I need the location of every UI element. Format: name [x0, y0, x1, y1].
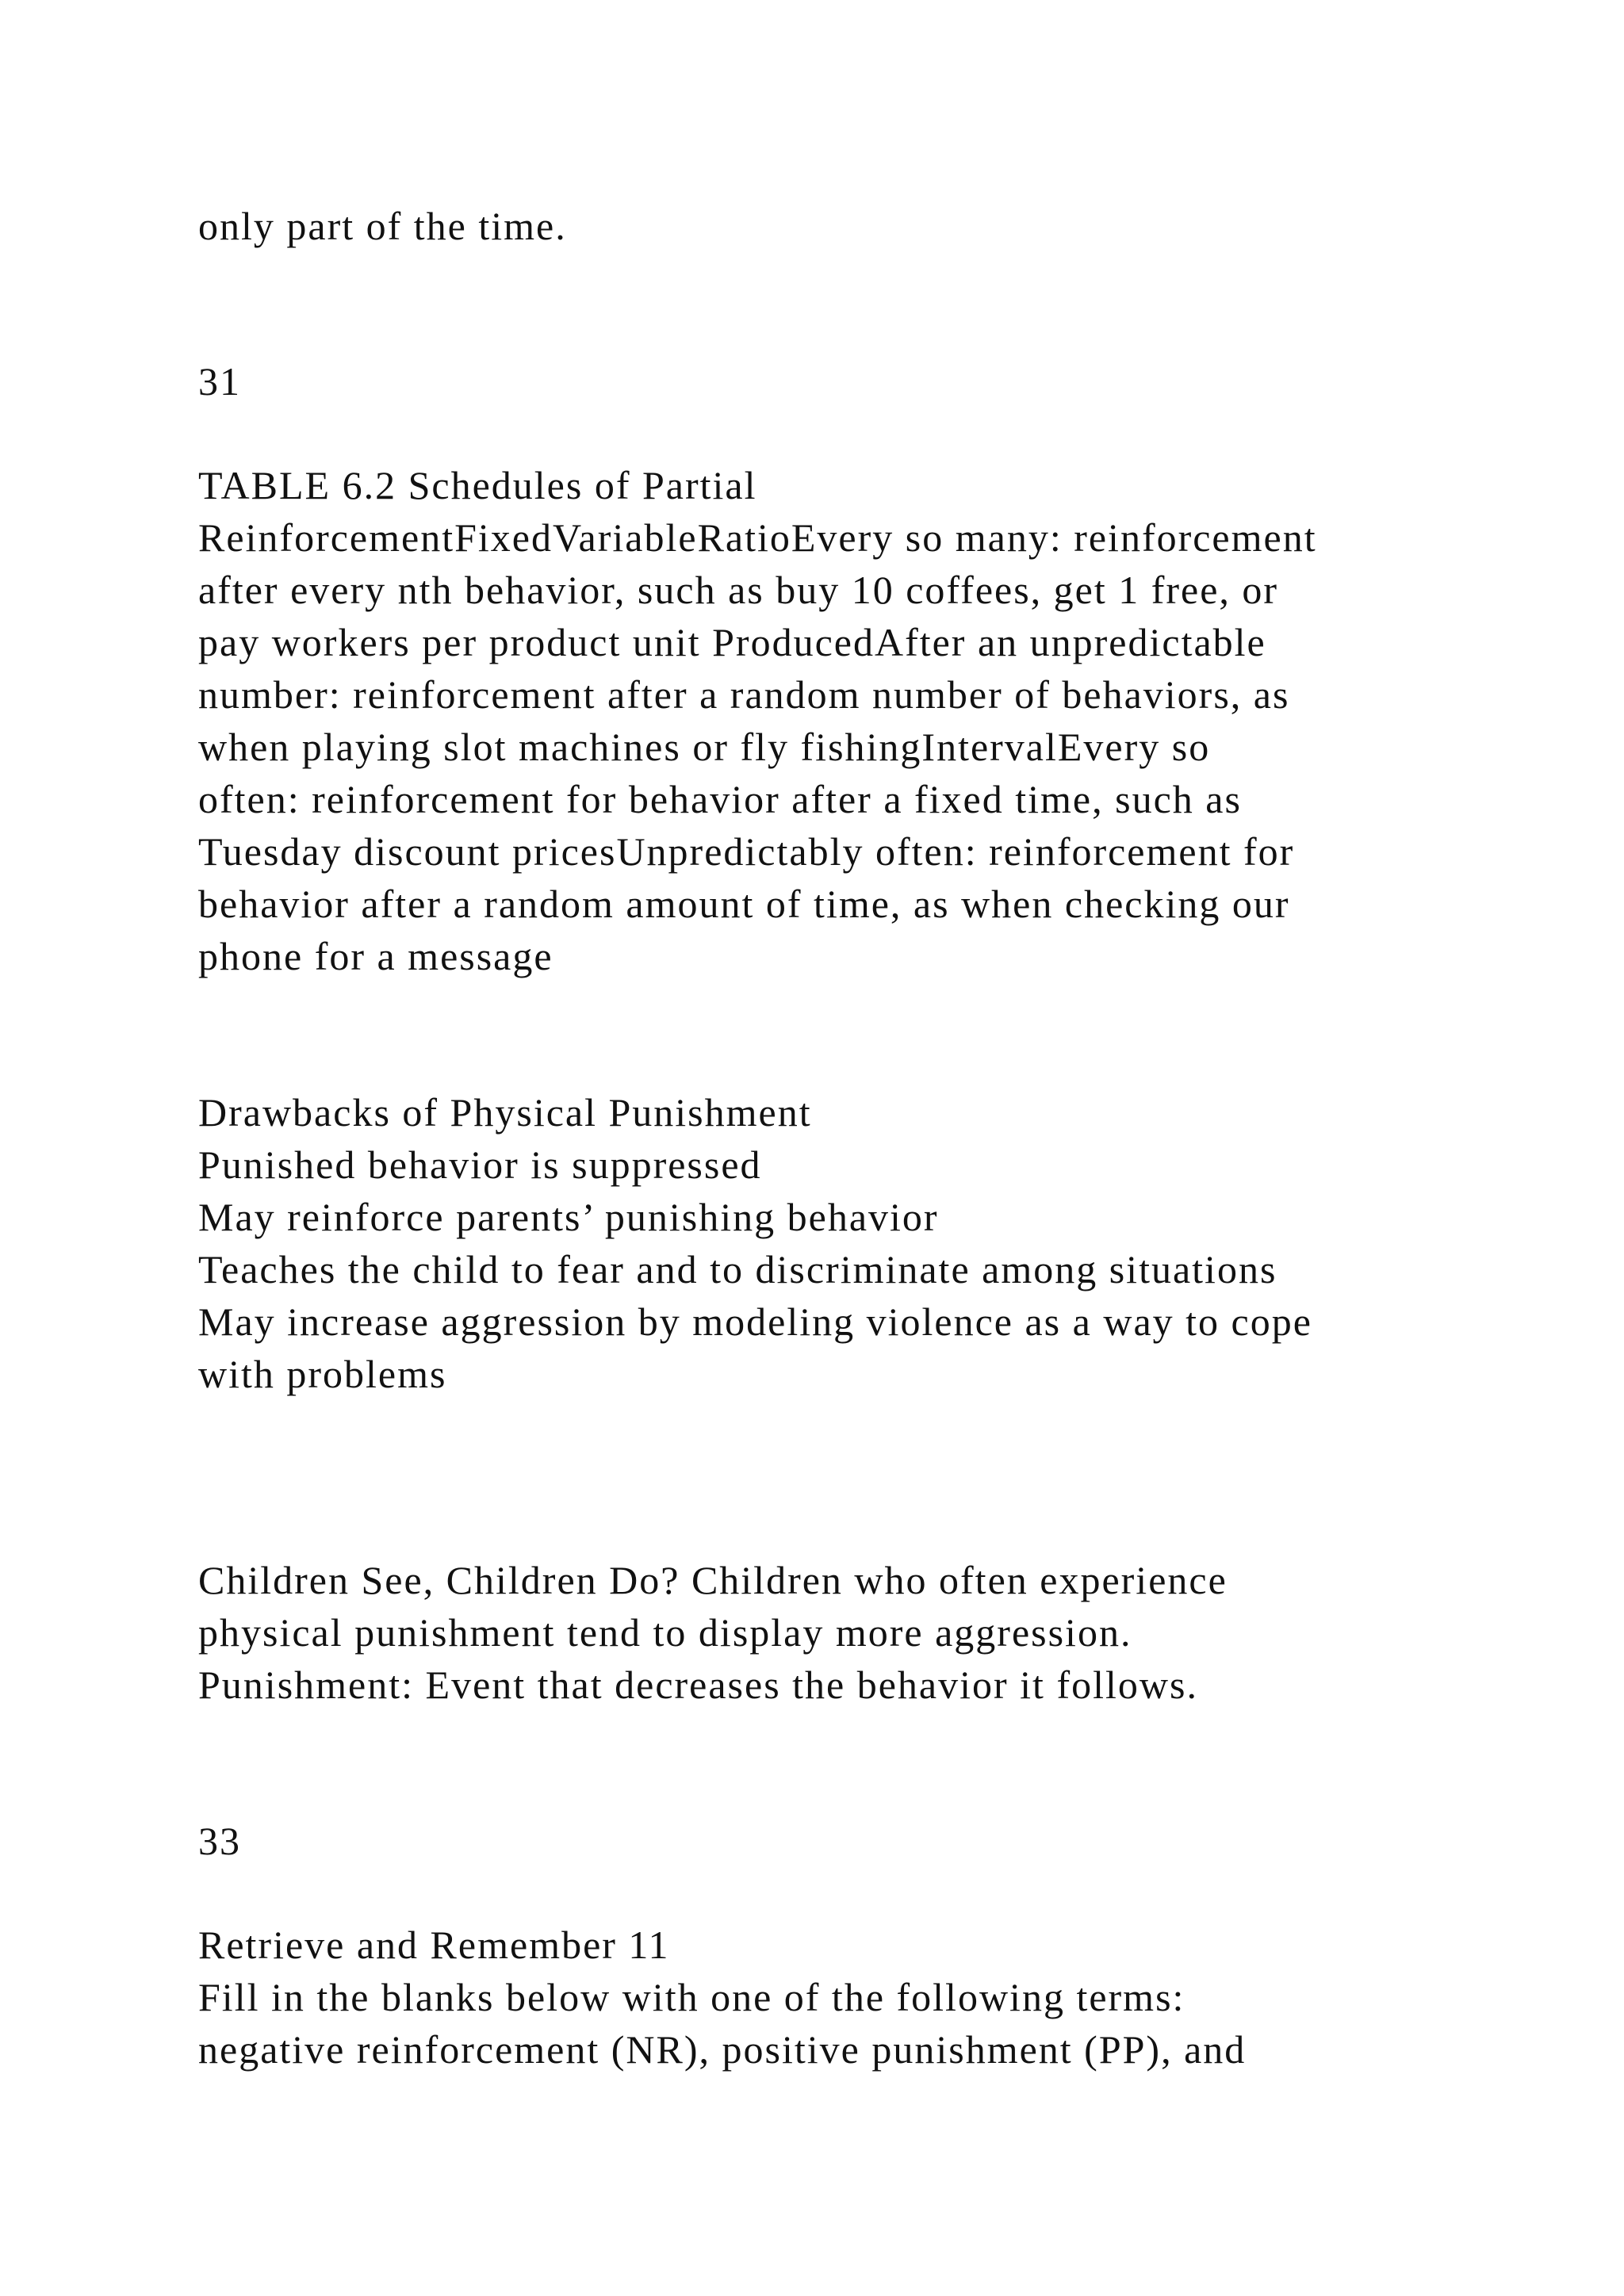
list-item: Punished behavior is suppressed [198, 1142, 762, 1187]
list-item: May reinforce parents’ punishing behavior [198, 1195, 939, 1239]
text-line: Children See, Children Do? Children who often experience [198, 1558, 1228, 1602]
slide-number: 31 [198, 359, 241, 404]
list-item: May increase aggression by modeling violence as a way to cope [198, 1299, 1312, 1344]
section-heading: Drawbacks of Physical Punishment [198, 1090, 812, 1135]
text-line: after every nth behavior, such as buy 10 coffees, get 1 free, or [198, 568, 1279, 612]
list-item: with problems [198, 1352, 447, 1396]
text-line: often: reinforcement for behavior after a fixed time, such as [198, 777, 1242, 821]
text-line: behavior after a random amount of time, as when checking our [198, 882, 1290, 926]
text-line: number: reinforcement after a random number of behaviors, as [198, 672, 1290, 717]
text-line: when playing slot machines or fly fishingIntervalEvery so [198, 725, 1211, 769]
text-line: Tuesday discount pricesUnpredictably often: reinforcement for [198, 829, 1295, 874]
text-line: pay workers per product unit ProducedAfter an unpredictable [198, 620, 1266, 664]
text-line: ReinforcementFixedVariableRatioEvery so many: reinforcement [198, 515, 1317, 560]
table-title-line: TABLE 6.2 Schedules of Partial [198, 463, 757, 507]
section-heading: Retrieve and Remember 11 [198, 1923, 670, 1967]
text-line: Fill in the blanks below with one of the following terms: [198, 1975, 1185, 2019]
text-line: phone for a message [198, 934, 553, 978]
text-line: Punishment: Event that decreases the behavior it follows. [198, 1663, 1198, 1707]
text-line: only part of the time. [198, 204, 567, 248]
text-line: physical punishment tend to display more aggression. [198, 1610, 1132, 1655]
slide-number: 33 [198, 1819, 241, 1863]
text-line: negative reinforcement (NR), positive punishment (PP), and [198, 2027, 1247, 2072]
list-item: Teaches the child to fear and to discriminate among situations [198, 1247, 1277, 1292]
